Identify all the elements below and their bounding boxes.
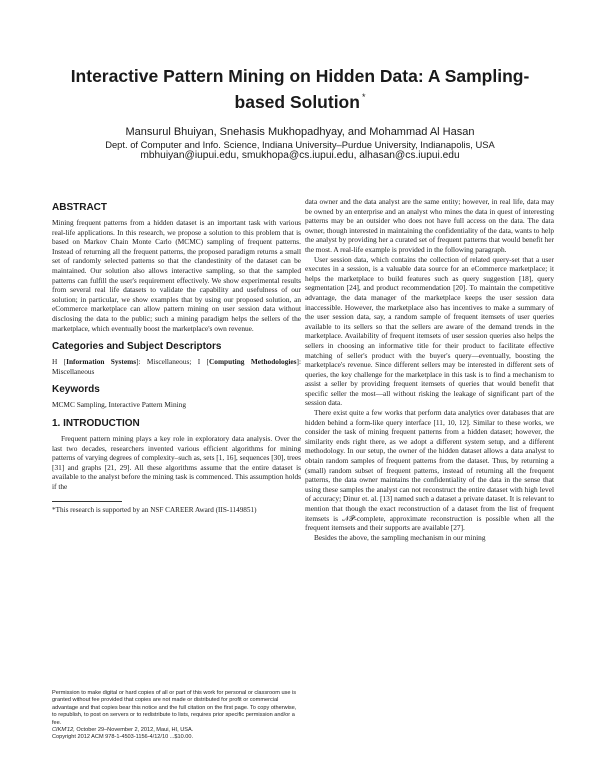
- copyright-line: Copyright 2012 ACM 978-1-4503-1156-4/12/10 ...$10.00.: [52, 734, 194, 741]
- keywords-text: MCMC Sampling, Interactive Pattern Mining: [52, 400, 187, 410]
- permission-text: Permission to make digital or hard copies of all or part of this work for personal or classroom use is granted without fee provided that copies are not made or distributed for profit or commercial advantage and that copies bear this notice and the full citation on the first page. To copy otherwise, to republish, to post on servers or to redistribute to lists, requires prior specific permission and/or a fee.: [52, 690, 297, 726]
- author-block: [40, 126, 560, 162]
- right-paragraph-3: There exist quite a few works that perform data analytics over databases that are hidden behind a form-like query interface [11, 10, 12]. Similar to these works, we consider the task of mining frequent patterns from a hidden dataset; however, the similarity ends right there, as we adopt a different system setup, and a different methodology. In our setup, the owner of the hidden dataset allows a data analyst to obtain random samples of frequent patterns from the dataset. Thus, by returning a (small) random subset of frequent patterns, instead of returning all the frequent patterns, the data owner maintains the confidentiality of the data in the sense that using these samples the analyst can not reconstruct the entire dataset with high level of accuracy; Dinur et. al. [13] named such a dataset a private dataset. It is relevant to mention that though the exact reconstruction of a dataset from the list of frequent itemsets is 𝒩𝒫-complete, approximate reconstruction is possible when all the frequent itemsets and their supports are available [27].: [305, 408, 554, 533]
- author-emails: mbhuiyan@iupui.edu, smukhopa@cs.iupui.edu, alhasan@cs.iupui.edu: [140, 150, 460, 161]
- paper-title: [60, 66, 540, 113]
- author-names: Mansurul Bhuiyan, Snehasis Mukhopadhyay, and Mohammad Al Hasan: [125, 126, 475, 138]
- author-affiliation: Dept. of Computer and Info. Science, Indiana University–Purdue University, Indianapolis, USA: [105, 139, 495, 150]
- introduction-paragraph: Frequent pattern mining plays a key role in exploratory data analysis. Over the last two decades, researchers invented various efficient algorithms for mining patterns of varying degrees of complexity–such as, sets [1, 16], sequences [30], trees [31] and graphs [21, 29]. All these algorithms assume that the entire dataset is available to the analyst before the mining task is commenced. This assumption holds if the: [52, 433, 301, 491]
- right-column: [305, 197, 554, 542]
- right-paragraph-1: data owner and the data analyst are the same entity; however, in real life, data may be owned by an enterprise and an analyst who mines the data in quest of interesting patterns may be an outsider who does not have full access on the data. The data owner, though interested in maintaining the confidentiality of the data, wants to help the analyst by providing her a curated set of frequent patterns that would benefit her the most. A real-life example is provided in the following paragraph.: [305, 197, 554, 254]
- left-column: [52, 202, 301, 515]
- introduction-heading: 1. INTRODUCTION: [52, 417, 140, 429]
- keywords-heading: Keywords: [52, 384, 100, 396]
- footnote-rule: [52, 501, 122, 502]
- abstract-heading: ABSTRACT: [52, 202, 107, 213]
- right-paragraph-4: Besides the above, the sampling mechanism in our mining: [314, 532, 486, 542]
- conference-line: CIKM'12, October 29–November 2, 2012, Maui, HI, USA.: [52, 727, 194, 734]
- footnote-text: *This research is supported by an NSF CAREER Award (IIS-1149851): [52, 506, 257, 515]
- permission-block: [52, 690, 301, 742]
- categories-text: H [Information Systems]: Miscellaneous; I [Computing Methodologies]: Miscellaneous: [52, 357, 302, 376]
- abstract-text: Mining frequent patterns from a hidden dataset is an important task with various real-life applications. In this research, we propose a solution to this problem that is based on Markov Chain Monte Carlo (MCMC) sampling of frequent patterns. Instead of returning all the frequent patterns, the proposed paradigm returns a small set of randomly selected patterns so that the clandestinity of the dataset can be maintained. Our solution also allows interactive sampling, so that the sampled patterns can fulfill the user's requirement effectively. We show experimental results from several real life datasets to validate the capability and usefulness of our solution; in particular, we show examples that by using our proposed solution, an eCommerce marketplace can allow pattern mining on user session data without disclosing the data to the public; such a mining paradigm helps the sellers of the marketplace, which eventually boost the marketplace's own revenue.: [52, 218, 301, 333]
- title-footnote-mark: *: [361, 92, 366, 102]
- title-text: Interactive Pattern Mining on Hidden Data: A Sampling-based Solution: [70, 66, 530, 112]
- categories-heading: Categories and Subject Descriptors: [52, 341, 222, 353]
- right-paragraph-2: User session data, which contains the collection of related query-set that a user executes in a session, is a valuable data source for an eCommerce marketplace; it helps the marketplace to build features such as query suggestion [18], query segmentation [24], and product recommendation [20]. To maintain the competitive advantage, the data manager of the marketplace keeps the user session data inaccessible. However, the marketplace also has incentives to make a summary of the user session data, say, a random sample of frequent itemsets of user queries available to its sellers so that the sellers are aware of the demand trends in the marketplace. Availability of frequent itemsets of user session queries also helps the sellers in choosing an informative title for their product to facilitate effective matching of seller's product with the buyer's query—eventually, boosting the marketplace's revenue. Since different sellers may be interested in different sets of queries, the key challenge for the marketplace in this task is to find a mechanism to assist a seller by providing frequent itemsets of queries that would benefit that specific seller the most—all without risking the leakage of significant part of the session data.: [305, 254, 554, 408]
